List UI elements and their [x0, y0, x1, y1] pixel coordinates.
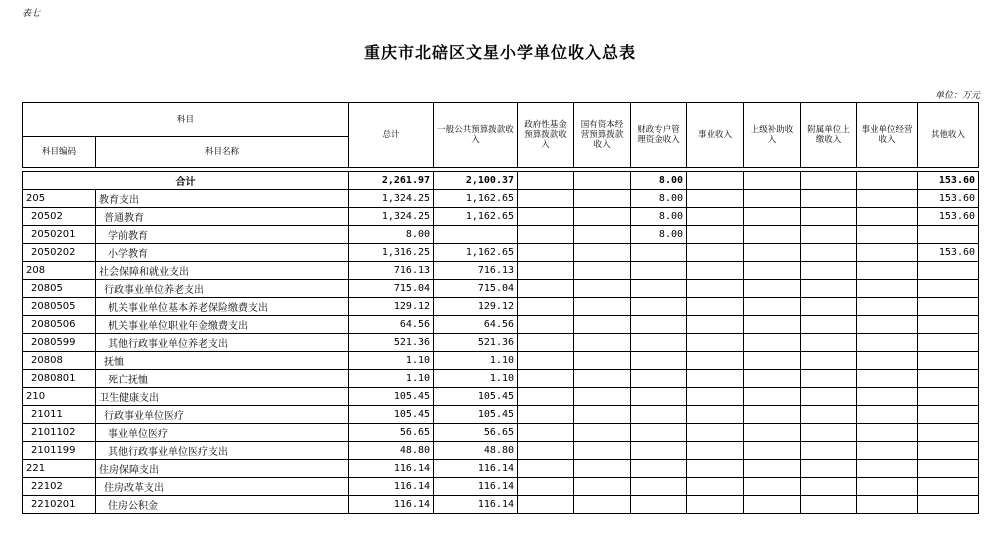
cell-state-capital: [574, 280, 631, 298]
cell-fiscal-special: 8.00: [631, 226, 687, 244]
cell-other: 153.60: [918, 208, 979, 226]
cell-other: [918, 352, 979, 370]
cell-affiliated: [801, 190, 857, 208]
cell-state-capital: [574, 388, 631, 406]
cell-fiscal-special: [631, 406, 687, 424]
total-label: 合计: [23, 172, 349, 190]
cell-general-budget: 521.36: [434, 334, 518, 352]
cell-higher-subsidy: [744, 388, 801, 406]
cell-gov-fund: [518, 370, 574, 388]
cell-total: 716.13: [349, 262, 434, 280]
cell-affiliated: [801, 460, 857, 478]
cell-other: [918, 334, 979, 352]
cell-other: [918, 496, 979, 514]
cell-business: [687, 280, 744, 298]
header-fiscal-special: 财政专户管理资金收入: [631, 103, 687, 168]
header-general-budget: 一般公共预算拨款收入: [434, 103, 518, 168]
cell-higher-subsidy: [744, 406, 801, 424]
cell-higher-subsidy: [744, 460, 801, 478]
cell-other: [918, 478, 979, 496]
cell-affiliated: [801, 280, 857, 298]
table-row: [23, 208, 979, 226]
table-row: [23, 496, 979, 514]
cell-gov-fund: [518, 424, 574, 442]
cell-general-budget: 116.14: [434, 460, 518, 478]
cell-state-capital: [574, 478, 631, 496]
cell-business: [687, 406, 744, 424]
cell-fiscal-special: [631, 496, 687, 514]
cell-fiscal-special: [631, 316, 687, 334]
cell-other: 153.60: [918, 190, 979, 208]
cell-gov-fund: [518, 172, 574, 190]
cell-fiscal-special: [631, 424, 687, 442]
cell-total: 1.10: [349, 352, 434, 370]
cell-fiscal-special: [631, 352, 687, 370]
table-row: [23, 316, 979, 334]
cell-state-capital: [574, 244, 631, 262]
cell-total: 105.45: [349, 388, 434, 406]
cell-fiscal-special: [631, 442, 687, 460]
cell-other: 153.60: [918, 172, 979, 190]
cell-higher-subsidy: [744, 352, 801, 370]
cell-higher-subsidy: [744, 316, 801, 334]
cell-name: 社会保障和就业支出: [96, 262, 349, 280]
cell-state-capital: [574, 334, 631, 352]
cell-operating: [857, 298, 918, 316]
cell-business: [687, 478, 744, 496]
cell-total: 116.14: [349, 478, 434, 496]
cell-general-budget: 48.80: [434, 442, 518, 460]
cell-general-budget: 116.14: [434, 478, 518, 496]
header-total: 总计: [349, 103, 434, 168]
cell-operating: [857, 388, 918, 406]
total-row: [23, 172, 979, 190]
cell-code: 2080506: [23, 316, 96, 334]
cell-fiscal-special: [631, 262, 687, 280]
header-business: 事业收入: [687, 103, 744, 168]
cell-code: 2080801: [23, 370, 96, 388]
cell-operating: [857, 244, 918, 262]
cell-affiliated: [801, 226, 857, 244]
cell-state-capital: [574, 406, 631, 424]
cell-business: [687, 496, 744, 514]
cell-name: 小学教育: [96, 244, 349, 262]
cell-other: [918, 388, 979, 406]
cell-other: [918, 298, 979, 316]
cell-name: 住房改革支出: [96, 478, 349, 496]
cell-state-capital: [574, 460, 631, 478]
cell-higher-subsidy: [744, 262, 801, 280]
cell-fiscal-special: [631, 460, 687, 478]
cell-code: 221: [23, 460, 96, 478]
cell-business: [687, 370, 744, 388]
cell-operating: [857, 478, 918, 496]
cell-operating: [857, 316, 918, 334]
cell-general-budget: 716.13: [434, 262, 518, 280]
cell-other: [918, 442, 979, 460]
cell-higher-subsidy: [744, 334, 801, 352]
cell-affiliated: [801, 352, 857, 370]
cell-code: 22102: [23, 478, 96, 496]
cell-code: 21011: [23, 406, 96, 424]
table-row: [23, 388, 979, 406]
table-row: [23, 262, 979, 280]
cell-fiscal-special: 8.00: [631, 172, 687, 190]
cell-code: 208: [23, 262, 96, 280]
cell-affiliated: [801, 244, 857, 262]
cell-fiscal-special: [631, 370, 687, 388]
cell-business: [687, 262, 744, 280]
cell-total: 8.00: [349, 226, 434, 244]
cell-total: 48.80: [349, 442, 434, 460]
table-row: [23, 352, 979, 370]
cell-total: 56.65: [349, 424, 434, 442]
cell-affiliated: [801, 478, 857, 496]
cell-business: [687, 388, 744, 406]
cell-operating: [857, 496, 918, 514]
cell-general-budget: 715.04: [434, 280, 518, 298]
header-state-capital: 国有资本经营预算拨款收入: [574, 103, 631, 168]
cell-operating: [857, 406, 918, 424]
income-summary-table: [22, 102, 979, 514]
cell-operating: [857, 280, 918, 298]
cell-other: [918, 280, 979, 298]
cell-total: 1,316.25: [349, 244, 434, 262]
cell-higher-subsidy: [744, 298, 801, 316]
cell-code: 2050202: [23, 244, 96, 262]
cell-gov-fund: [518, 496, 574, 514]
cell-higher-subsidy: [744, 370, 801, 388]
cell-gov-fund: [518, 226, 574, 244]
cell-fiscal-special: [631, 244, 687, 262]
cell-gov-fund: [518, 298, 574, 316]
header-other: 其他收入: [918, 103, 979, 168]
cell-name: 其他行政事业单位养老支出: [96, 334, 349, 352]
table-row: [23, 406, 979, 424]
cell-other: 153.60: [918, 244, 979, 262]
cell-other: [918, 262, 979, 280]
cell-other: [918, 460, 979, 478]
cell-gov-fund: [518, 280, 574, 298]
cell-higher-subsidy: [744, 424, 801, 442]
cell-other: [918, 226, 979, 244]
cell-affiliated: [801, 298, 857, 316]
cell-business: [687, 208, 744, 226]
cell-code: 2050201: [23, 226, 96, 244]
cell-higher-subsidy: [744, 478, 801, 496]
table-number-label: 表七: [22, 9, 41, 19]
table-row: [23, 298, 979, 316]
cell-general-budget: 1,162.65: [434, 190, 518, 208]
cell-gov-fund: [518, 460, 574, 478]
cell-business: [687, 298, 744, 316]
cell-fiscal-special: [631, 298, 687, 316]
cell-business: [687, 334, 744, 352]
table-row: [23, 226, 979, 244]
cell-higher-subsidy: [744, 190, 801, 208]
cell-general-budget: [434, 226, 518, 244]
cell-general-budget: 1,162.65: [434, 208, 518, 226]
cell-code: 2080599: [23, 334, 96, 352]
cell-name: 卫生健康支出: [96, 388, 349, 406]
cell-higher-subsidy: [744, 208, 801, 226]
cell-general-budget: 2,100.37: [434, 172, 518, 190]
table-row: [23, 280, 979, 298]
cell-general-budget: 105.45: [434, 388, 518, 406]
cell-affiliated: [801, 424, 857, 442]
cell-fiscal-special: 8.00: [631, 208, 687, 226]
cell-total: 1,324.25: [349, 208, 434, 226]
cell-name: 住房公积金: [96, 496, 349, 514]
cell-gov-fund: [518, 334, 574, 352]
cell-higher-subsidy: [744, 496, 801, 514]
cell-other: [918, 370, 979, 388]
cell-business: [687, 226, 744, 244]
cell-total: 715.04: [349, 280, 434, 298]
header-operating: 事业单位经营收入: [857, 103, 918, 168]
cell-gov-fund: [518, 406, 574, 424]
cell-business: [687, 190, 744, 208]
cell-gov-fund: [518, 208, 574, 226]
cell-name: 教育支出: [96, 190, 349, 208]
cell-state-capital: [574, 262, 631, 280]
cell-general-budget: 129.12: [434, 298, 518, 316]
cell-code: 205: [23, 190, 96, 208]
cell-gov-fund: [518, 478, 574, 496]
cell-name: 死亡抚恤: [96, 370, 349, 388]
cell-gov-fund: [518, 388, 574, 406]
cell-code: 2101199: [23, 442, 96, 460]
cell-general-budget: 1,162.65: [434, 244, 518, 262]
table-row: [23, 334, 979, 352]
cell-operating: [857, 334, 918, 352]
cell-affiliated: [801, 442, 857, 460]
cell-state-capital: [574, 190, 631, 208]
cell-general-budget: 64.56: [434, 316, 518, 334]
cell-name: 行政事业单位养老支出: [96, 280, 349, 298]
cell-operating: [857, 442, 918, 460]
cell-affiliated: [801, 406, 857, 424]
cell-affiliated: [801, 262, 857, 280]
cell-affiliated: [801, 334, 857, 352]
table-row: [23, 442, 979, 460]
cell-total: 2,261.97: [349, 172, 434, 190]
cell-operating: [857, 172, 918, 190]
cell-fiscal-special: [631, 388, 687, 406]
cell-business: [687, 316, 744, 334]
cell-name: 机关事业单位职业年金缴费支出: [96, 316, 349, 334]
cell-total: 116.14: [349, 496, 434, 514]
table-row: [23, 370, 979, 388]
cell-general-budget: 56.65: [434, 424, 518, 442]
cell-state-capital: [574, 208, 631, 226]
cell-code: 2101102: [23, 424, 96, 442]
header-name: 科目名称: [96, 137, 349, 168]
cell-gov-fund: [518, 442, 574, 460]
table-row: [23, 190, 979, 208]
cell-other: [918, 316, 979, 334]
cell-state-capital: [574, 226, 631, 244]
cell-state-capital: [574, 424, 631, 442]
cell-affiliated: [801, 172, 857, 190]
cell-affiliated: [801, 208, 857, 226]
cell-state-capital: [574, 172, 631, 190]
cell-name: 普通教育: [96, 208, 349, 226]
cell-name: 行政事业单位医疗: [96, 406, 349, 424]
cell-name: 机关事业单位基本养老保险缴费支出: [96, 298, 349, 316]
cell-gov-fund: [518, 352, 574, 370]
cell-code: 20805: [23, 280, 96, 298]
cell-other: [918, 406, 979, 424]
cell-state-capital: [574, 496, 631, 514]
cell-name: 事业单位医疗: [96, 424, 349, 442]
header-higher-subsidy: 上级补助收入: [744, 103, 801, 168]
cell-gov-fund: [518, 316, 574, 334]
cell-total: 116.14: [349, 460, 434, 478]
cell-affiliated: [801, 370, 857, 388]
cell-affiliated: [801, 496, 857, 514]
cell-total: 129.12: [349, 298, 434, 316]
cell-code: 210: [23, 388, 96, 406]
cell-fiscal-special: [631, 334, 687, 352]
header-gov-fund: 政府性基金预算拨款收入: [518, 103, 574, 168]
cell-operating: [857, 226, 918, 244]
cell-general-budget: 105.45: [434, 406, 518, 424]
header-subject: 科目: [23, 103, 349, 137]
cell-total: 1,324.25: [349, 190, 434, 208]
table-row: [23, 244, 979, 262]
cell-code: 20502: [23, 208, 96, 226]
cell-state-capital: [574, 298, 631, 316]
cell-other: [918, 424, 979, 442]
cell-operating: [857, 208, 918, 226]
cell-higher-subsidy: [744, 442, 801, 460]
cell-business: [687, 460, 744, 478]
cell-code: 20808: [23, 352, 96, 370]
cell-business: [687, 244, 744, 262]
cell-gov-fund: [518, 244, 574, 262]
header-code: 科目编码: [23, 137, 96, 168]
cell-name: 抚恤: [96, 352, 349, 370]
table-row: [23, 424, 979, 442]
cell-fiscal-special: [631, 478, 687, 496]
cell-general-budget: 1.10: [434, 352, 518, 370]
cell-higher-subsidy: [744, 244, 801, 262]
cell-gov-fund: [518, 262, 574, 280]
cell-state-capital: [574, 352, 631, 370]
cell-fiscal-special: 8.00: [631, 190, 687, 208]
table-row: [23, 478, 979, 496]
cell-affiliated: [801, 388, 857, 406]
cell-state-capital: [574, 442, 631, 460]
unit-label: 单位：万元: [934, 91, 980, 101]
cell-total: 105.45: [349, 406, 434, 424]
cell-business: [687, 352, 744, 370]
cell-total: 1.10: [349, 370, 434, 388]
cell-fiscal-special: [631, 280, 687, 298]
cell-business: [687, 172, 744, 190]
cell-code: 2210201: [23, 496, 96, 514]
cell-business: [687, 424, 744, 442]
cell-operating: [857, 460, 918, 478]
cell-general-budget: 116.14: [434, 496, 518, 514]
cell-operating: [857, 190, 918, 208]
cell-business: [687, 442, 744, 460]
cell-name: 其他行政事业单位医疗支出: [96, 442, 349, 460]
cell-state-capital: [574, 370, 631, 388]
cell-total: 521.36: [349, 334, 434, 352]
cell-state-capital: [574, 316, 631, 334]
cell-general-budget: 1.10: [434, 370, 518, 388]
cell-name: 住房保障支出: [96, 460, 349, 478]
cell-operating: [857, 352, 918, 370]
table-row: [23, 460, 979, 478]
cell-name: 学前教育: [96, 226, 349, 244]
cell-code: 2080505: [23, 298, 96, 316]
cell-higher-subsidy: [744, 226, 801, 244]
cell-operating: [857, 370, 918, 388]
cell-higher-subsidy: [744, 172, 801, 190]
header-affiliated: 附属单位上缴收入: [801, 103, 857, 168]
cell-operating: [857, 262, 918, 280]
cell-higher-subsidy: [744, 280, 801, 298]
cell-total: 64.56: [349, 316, 434, 334]
cell-affiliated: [801, 316, 857, 334]
cell-gov-fund: [518, 190, 574, 208]
page-title: 重庆市北碚区文星小学单位收入总表: [363, 43, 636, 62]
cell-operating: [857, 424, 918, 442]
